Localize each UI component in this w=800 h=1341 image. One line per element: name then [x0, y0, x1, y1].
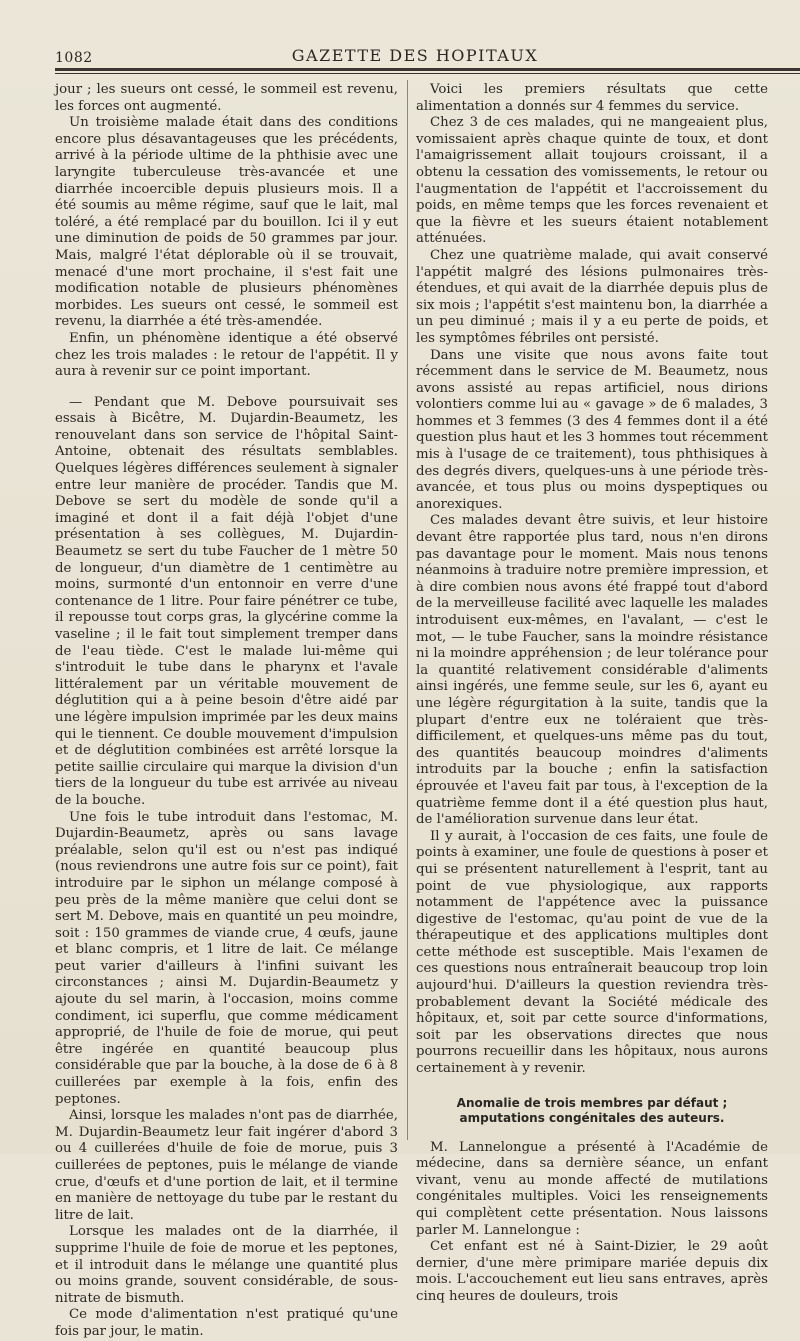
- paragraph: Chez une quatrième malade, qui avait conservé l'appétit malgré des lésions pulmonaires très-étendues, et qui avait de la diarrhée depuis plus de six mois ; l'appétit s'est maintenu bon, la diarrhée a un peu diminué ; mais il y a eu perte de poids, et les symptômes fébriles ont persisté.: [416, 247, 768, 346]
- paragraph: Ces malades devant être suivis, et leur histoire devant être rapportée plus tard, nous n'en dirons pas davantage pour le moment. Mais nous tenons néanmoins à traduire notre première impression, et à dire combien nous avons été frappé tout d'abord de la merveilleuse facilité avec laquelle les malades introduisent eux-mêmes, en l'avalant, — c'est le mot, — le tube Faucher, sans la moindre résistance ni la moindre appréhension ; de leur tolérance pour la quantité relativement considérable d'aliments ainsi ingérés, une femme seule, sur les 6, ayant eu une légère régurgitation à la suite, tandis que la plupart d'entre eux ne toléraient que très-difficilement, et quelques-uns même pas du tout, des quantités beaucoup moindres d'aliments introduits par la bouche ; enfin la satisfaction éprouvée et l'aveu fait par tous, à l'exception de la quatrième femme dont il a été question plus haut, de l'amélioration survenue dans leur état.: [416, 513, 768, 828]
- paragraph: Cet enfant est né à Saint-Dizier, le 29 août dernier, d'une mère primipare mariée depuis dix mois. L'accouchement eut lieu sans entraves, après cinq heures de douleurs, trois: [416, 1239, 768, 1304]
- paragraph: M. Lannelongue a présenté à l'Académie de médecine, dans sa dernière séance, un enfant vivant, venu au monde affecté de mutilations congénitales multiples. Voici les renseignements qui complètent cette présentation. Nous laissons parler M. Lannelongue :: [416, 1139, 768, 1238]
- paragraph: Chez 3 de ces malades, qui ne mangeaient plus, vomissaient après chaque quinte de toux, et dont l'amaigrissement allait toujours croissant, il a obtenu la cessation des vomissements, le retour ou l'augmentation de l'appétit et l'accroissement du poids, en même temps que les forces revenaient et que la fièvre et les sueurs étaient notablement atténuées.: [416, 115, 768, 247]
- paragraph: Ainsi, lorsque les malades n'ont pas de diarrhée, M. Dujardin-Beaumetz leur fait ingérer d'abord 3 ou 4 cuillerées d'huile de foie de morue, puis 3 cuillerées de peptones, puis le mélange de viande crue, d'œufs et d'une portion de lait, et il termine en manière de nettoyage du tube par le restant du litre de lait.: [55, 1108, 398, 1223]
- paragraph: Ce mode d'alimentation n'est pratiqué qu'une fois par jour, le matin.: [55, 1307, 398, 1339]
- paragraph: Lorsque les malades ont de la diarrhée, il supprime l'huile de foie de morue et les peptones, et il introduit dans le mélange une quantité plus ou moins grande, souvent considérable, de sous-nitrate de bismuth.: [55, 1224, 398, 1306]
- left-column: [55, 82, 398, 1341]
- right-column: [416, 82, 768, 1306]
- column-divider: [407, 80, 408, 1140]
- paragraph: Voici les premiers résultats que cette alimentation a donnés sur 4 femmes du service.: [416, 82, 768, 114]
- page-header: [0, 44, 800, 68]
- journal-title: GAZETTE DES HOPITAUX: [291, 46, 539, 65]
- header-rule-thick: [55, 68, 800, 71]
- paragraph: — Pendant que M. Debove poursuivait ses essais à Bicêtre, M. Dujardin-Beaumetz, les renouvelant dans son service de l'hôpital Saint-Antoine, obtenait des résultats semblables. Quelques légères différences seulement à signaler entre leur manière de procéder. Tandis que M. Debove se sert du modèle de sonde qu'il a imaginé et dont il a fait déjà l'objet d'une présentation à ses collègues, M. Dujardin-Beaumetz se sert du tube Faucher de 1 mètre 50 de longueur, d'un diamètre de 1 centimètre au moins, surmonté d'un entonnoir en verre d'une contenance de 1 litre. Pour faire pénétrer ce tube, il repousse tout corps gras, la glycérine comme la vaseline ; il le fait tout simplement tremper dans de l'eau tiède. C'est le malade lui-même qui s'introduit le tube dans le pharynx et l'avale littéralement par un véritable mouvement de déglutition qui a à peine besoin d'être aidé par une légère impulsion imprimée par les deux mains qui le tiennent. Ce double mouvement d'impulsion et de déglutition combinées est arrêté lorsque la petite saillie circulaire qui marque la division d'un tiers de la longueur du tube est arrivée au niveau de la bouche.: [55, 394, 398, 808]
- paragraph: Il y aurait, à l'occasion de ces faits, une foule de points à examiner, une foule de questions à poser et qui se présentent naturellement à l'esprit, tant au point de vue physiologique, aux rapports notamment de l'appétence avec la puissance digestive de l'estomac, qu'au point de vue de la thérapeutique et des applications multiples dont cette méthode est susceptible. Mais l'examen de ces questions nous entraînerait beaucoup trop loin aujourd'hui. D'ailleurs la question reviendra très-probablement devant la Société médicale des hôpitaux, et, soit par cette source d'informations, soit par les observations directes que nous pourrons recueillir dans les hôpitaux, nous aurons certainement à y revenir.: [416, 828, 768, 1077]
- section-title: Anomalie de trois membres par défaut ; amputations congénitales des auteurs.: [456, 1095, 728, 1125]
- page-number: 1082: [55, 50, 93, 66]
- paragraph: Un troisième malade était dans des conditions encore plus désavantageuses que les précédents, arrivé à la période ultime de la phthisie avec une laryngite tuberculeuse très-avancée et une diarrhée incoercible depuis plusieurs mois. Il a été soumis au même régime, sauf que le lait, mal toléré, a été remplacé par du bouillon. Ici il y eut une diminution de poids de 50 grammes par jour. Mais, malgré l'état déplorable où il se trouvait, menacé d'une mort prochaine, il s'est fait une modification notable de plusieurs phénomènes morbides. Les sueurs ont cessé, le sommeil est revenu, la diarrhée a été très-amendée.: [55, 115, 398, 330]
- paragraph: Dans une visite que nous avons faite tout récemment dans le service de M. Beaumetz, nous avons assisté au repas artificiel, nous dirions volontiers comme lui au « gavage » de 6 malades, 3 hommes et 3 femmes (3 des 4 femmes dont il a été question plus haut et les 3 hommes tout récemment mis à l'usage de ce traitement), tous phthisiques à des degrés divers, quelques-uns à une période très-avancée, et tous plus ou moins dyspeptiques ou anorexiques.: [416, 347, 768, 512]
- paragraph: jour ; les sueurs ont cessé, le sommeil est revenu, les forces ont augmenté.: [55, 82, 398, 114]
- header-rule-thin: [55, 73, 800, 74]
- paragraph: Enfin, un phénomène identique a été observé chez les trois malades : le retour de l'appétit. Il y aura à revenir sur ce point important.: [55, 330, 398, 380]
- paragraph: Une fois le tube introduit dans l'estomac, M. Dujardin-Beaumetz, après ou sans lavage préalable, selon qu'il est ou n'est pas indiqué (nous reviendrons une autre fois sur ce point), fait introduire par le siphon un mélange composé à peu près de la même manière que celui dont se sert M. Debove, mais en quantité un peu moindre, soit : 150 grammes de viande crue, 4 œufs, jaune et blanc compris, et 1 litre de lait. Ce mélange peut varier d'ailleurs à l'infini suivant les circonstances ; ainsi M. Dujardin-Beaumetz y ajoute du sel marin, à l'occasion, moins comme condiment, ici superflu, que comme médicament approprié, de l'huile de foie de morue, qui peut être ingérée en quantité beaucoup plus considérable que par la bouche, à la dose de 6 à 8 cuillerées par exemple à la fois, enfin des peptones.: [55, 809, 398, 1107]
